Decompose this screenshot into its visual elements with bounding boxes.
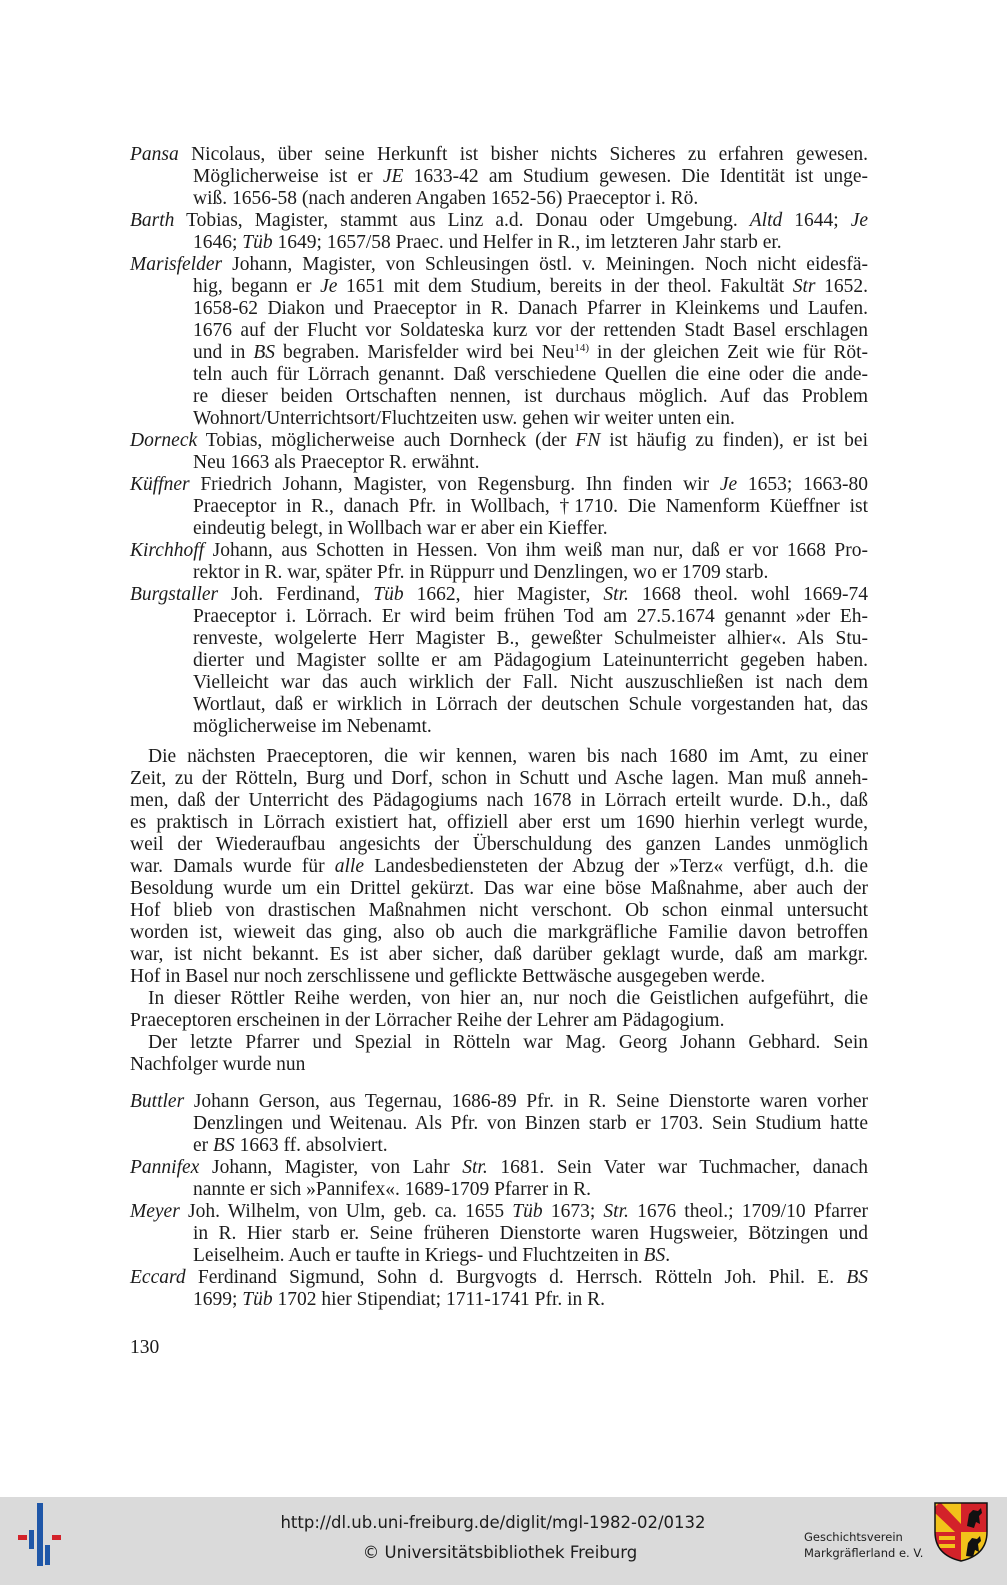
biography-entry [130,1267,868,1311]
text-segment: 1702 hier Stipendiat; 1711-1741 Pfr. in R. [272,1289,606,1310]
text-segment: Tobias, Magister, stammt aus Linz a.d. Donau oder Umgebung. [174,210,750,231]
permalink-url[interactable]: http://dl.ub.uni-freiburg.de/diglit/mgl-1982-02/0132 [280,1513,706,1532]
text-segment: Praeceptoren erscheinen in der Lörracher Reihe der Lehrer am Pädagogium. [130,1010,725,1031]
italic-text: Str. [603,1201,629,1222]
text-segment: Wohnort/Unterrichtsort/Fluchtzeiten usw. gehen wir weiter unten ein. [193,408,735,429]
text-line [130,672,868,694]
text-line [130,1223,868,1245]
text-line [130,1010,868,1032]
text-segment: Die nächsten Praeceptoren, die wir kennen, waren bis nach 1680 im Amt, zu einer [148,746,868,767]
text-segment: Friedrich Johann, Magister, von Regensburg. Ihn finden wir [189,474,720,495]
text-segment: worden ist, wieweit das ging, also ob auch die markgräfliche Familie davon betroffen [130,922,868,943]
entry-name: Kirchhoff [130,540,205,561]
text-segment: Praeceptor in R., danach Pfr. in Wollbach, †1710. Die Namenform Küeffner ist [193,496,868,517]
footnote-reference: 14) [574,342,590,354]
text-line [130,1267,868,1289]
text-segment: Leiselheim. Auch er taufte in Kriegs- und Fluchtzeiten in [193,1245,644,1266]
text-segment: war. Damals wurde für [130,856,335,877]
italic-text: Tüb [242,1289,273,1310]
italic-text: Je [719,474,738,495]
text-line [130,276,868,298]
text-line [130,1032,868,1054]
text-line [130,1113,868,1135]
text-segment: begraben. Marisfelder wird bei Neu [275,342,575,363]
entry-name: Küffner [130,474,190,495]
text-line [130,878,868,900]
text-line [130,628,868,650]
entry-name: Barth [130,210,175,231]
text-segment: 1681. Sein Vater war Tuchmacher, danach [487,1157,868,1178]
text-line [130,1289,868,1311]
text-line [130,650,868,672]
text-line [130,210,868,232]
text-segment: 1658-62 Diakon und Praeceptor in R. Danach Pfarrer in Kleinkems und Laufen. [193,298,868,319]
italic-text: Tüb [512,1201,543,1222]
text-segment: Johann, Magister, von Schleusingen östl. v. Meiningen. Noch nicht eidesfä- [222,254,868,275]
biography-entry [130,254,868,430]
italic-text: Str. [462,1157,488,1178]
biography-entry [130,1201,868,1267]
text-line [130,1054,868,1076]
text-segment: Johann, Magister, von Lahr [199,1157,463,1178]
text-segment: Hof in Basel nur noch zerschlissene und geflickte Bettwäsche ausgegeben werde. [130,966,766,987]
text-segment: Johann, aus Schotten in Hessen. Von ihm weiß man nur, daß er vor 1668 Pro- [204,540,868,561]
italic-text: BS [846,1267,868,1288]
text-segment: 1649; 1657/58 Praec. und Helfer in R., im letzteren Jahr starb er. [272,232,782,253]
text-line [130,474,868,496]
text-line [130,386,868,408]
text-segment: 1651 mit dem Studium, bereits in der theol. Fakultät [337,276,793,297]
text-segment: rektor in R. war, später Pfr. in Rüppurr und Denzlingen, wo er 1709 starb. [193,562,769,583]
text-line [130,988,868,1010]
text-segment: wiß. 1656-58 (nach anderen Angaben 1652-56) Praeceptor i. Rö. [193,188,699,209]
text-segment: renveste, wolgelerte Herr Magister B., geweßter Schulmeister alhier«. Als Stu- [193,628,868,649]
text-segment: Besoldung wurde um ein Drittel gekürzt. Das war eine böse Maßnahme, aber auch der [130,878,868,899]
text-section [130,746,868,1076]
biography-entry [130,584,868,738]
paragraph [130,1032,868,1076]
italic-text: Altd [749,210,783,231]
society-name-line2: Markgräflerland e. V. [804,1546,924,1560]
text-segment: hig, begann er [193,276,321,297]
text-segment: möglicherweise im Nebenamt. [193,716,432,737]
text-segment: 1673; [542,1201,604,1222]
text-line [130,298,868,320]
text-segment: Praeceptor i. Lörrach. Er wird beim frühen Tod am 27.5.1674 genannt »der Eh- [193,606,868,627]
text-line [130,1157,868,1179]
text-segment: 1646; [193,232,243,253]
italic-text: Je [320,276,338,297]
text-segment: Joh. Wilhelm, von Ulm, geb. ca. 1655 [179,1201,513,1222]
biography-entry [130,540,868,584]
text-line [130,452,868,474]
text-segment: Johann Gerson, aus Tegernau, 1686-89 Pfr. in R. Seine Dienstorte waren vorher [184,1091,868,1112]
italic-text: Str [792,276,816,297]
biography-entry [130,474,868,540]
text-line [130,364,868,386]
text-segment: Wortlaut, daß er wirklich in Lörrach der deutschen Schule vorgestanden hat, das [193,694,868,715]
italic-text: Tüb [242,232,273,253]
entry-name: Meyer [130,1201,180,1222]
text-line [130,518,868,540]
coat-of-arms-icon [934,1502,988,1562]
text-segment: 1676 auf der Flucht vor Soldateska kurz vor der rettenden Stadt Basel erschlagen [193,320,868,341]
society-name-line1: Geschichtsverein [804,1530,903,1544]
text-segment: 1676 theol.; 1709/10 Pfarrer [628,1201,868,1222]
copyright-notice: © Universitätsbibliothek Freiburg [362,1543,638,1562]
text-segment: 1644; [782,210,851,231]
text-line [130,746,868,768]
text-segment: Hof blieb von drastischen Maßnahmen nicht verschont. Ob schon einmal untersucht [130,900,868,921]
biography-entry [130,430,868,474]
text-line [130,254,868,276]
entry-name: Buttler [130,1091,185,1112]
text-line [130,694,868,716]
text-line [130,430,868,452]
text-line [130,1179,868,1201]
text-segment: er [193,1135,214,1156]
paragraph [130,988,868,1032]
entry-name: Marisfelder [130,254,223,275]
entry-name: Pannifex [130,1157,200,1178]
text-line [130,966,868,988]
text-line [130,812,868,834]
biography-entry [130,1091,868,1157]
italic-text: alle [334,856,365,877]
text-line [130,1135,868,1157]
italic-text: Tüb [373,584,404,605]
text-segment: Ferdinand Sigmund, Sohn d. Burgvogts d. Herrsch. Rötteln Joh. Phil. E. [185,1267,847,1288]
text-segment: Möglicherweise ist er [193,166,383,187]
text-line [130,856,868,878]
text-segment: Neu 1663 als Praeceptor R. erwähnt. [193,452,480,473]
text-segment: . [665,1245,671,1266]
text-line [130,320,868,342]
text-segment: war, ist nicht bekannt. Es ist aber sicher, daß darüber geklagt wurde, daß am markgr. [130,944,868,965]
footer-bar [0,1497,1007,1585]
text-segment: es praktisch in Lörrach existiert hat, offiziell aber erst um 1690 hierhin verlegt wurde, [130,812,868,833]
text-line [130,944,868,966]
entry-name: Pansa [130,144,179,165]
italic-text: BS [253,342,276,363]
text-segment: Denzlingen und Weitenau. Als Pfr. von Binzen starb er 1703. Sein Studium hatte [193,1113,868,1134]
text-line [130,166,868,188]
text-line [130,716,868,738]
text-segment: re dieser beiden Ortschaften nennen, ist durchaus möglich. Auf das Problem [193,386,868,407]
text-segment: Nachfolger wurde nun [130,1054,306,1075]
text-segment: Zeit, zu der Rötteln, Burg und Dorf, schon in Schutt und Asche lagen. Man muß anneh- [130,768,868,789]
text-segment: 1662, hier Magister, [403,584,604,605]
text-line [130,540,868,562]
text-line [130,834,868,856]
text-segment: Tobias, möglicherweise auch Dornheck (der [197,430,576,451]
biography-entry [130,1157,868,1201]
italic-text: BS [213,1135,235,1156]
text-line [130,496,868,518]
text-line [130,144,868,166]
paragraph [130,746,868,988]
text-segment: in R. Hier starb er. Seine früheren Dienstorte waren Hugsweier, Bötzingen und [193,1223,868,1244]
italic-text: Je [850,210,869,231]
ub-freiburg-logo-icon [0,1497,70,1585]
text-segment: in der gleichen Zeit wie für Röt- [589,342,868,363]
text-line [130,188,868,210]
text-segment: 1699; [193,1289,243,1310]
text-line [130,606,868,628]
text-segment: eindeutig belegt, in Wollbach war er aber ein Kieffer. [193,518,608,539]
text-segment: weil der Wiederaufbau angesichts der Überschuldung des ganzen Landes unmöglich [130,834,868,855]
text-segment: und in [193,342,254,363]
text-segment: 1668 theol. wohl 1669-74 [628,584,869,605]
page-number: 130 [130,1337,160,1358]
text-segment: ist häufig zu finden), er ist bei [600,430,868,451]
text-section [130,144,868,738]
text-segment: men, daß der Unterricht des Pädagogiums nach 1678 in Lörrach erteilt wurde. D.h., daß [130,790,868,811]
entry-name: Eccard [130,1267,186,1288]
text-line [130,900,868,922]
text-line [130,408,868,430]
text-line [130,1245,868,1267]
text-section [130,1091,868,1311]
italic-text: JE [382,166,404,187]
text-line [130,584,868,606]
text-segment: In dieser Röttler Reihe werden, von hier an, nur noch die Geistlichen aufgeführt, die [148,988,868,1009]
italic-text: Str. [603,584,629,605]
text-line [130,922,868,944]
text-line [130,1091,868,1113]
text-line [130,562,868,584]
text-segment: Vielleicht war das auch wirklich der Fall. Nicht auszuschließen ist nach dem [193,672,868,693]
text-segment: Der letzte Pfarrer und Spezial in Rötteln war Mag. Georg Johann Gebhard. Sein [148,1032,868,1053]
text-segment: Joh. Ferdinand, [218,584,374,605]
biography-entry [130,210,868,254]
text-segment: 1652. [815,276,868,297]
text-line [130,342,868,364]
text-segment: 1653; 1663-80 [737,474,868,495]
text-segment: Nicolaus, über seine Herkunft ist bisher nichts Sicheres zu erfahren gewesen. [178,144,868,165]
entry-name: Burgstaller [130,584,219,605]
biography-entry [130,144,868,210]
text-line [130,1201,868,1223]
entry-name: Dorneck [130,430,198,451]
text-segment: teln auch für Lörrach genannt. Daß verschiedene Quellen die eine oder die ande- [193,364,868,385]
italic-text: BS [643,1245,666,1266]
italic-text: FN [575,430,601,451]
text-segment: 1663 ff. absolviert. [234,1135,388,1156]
text-line [130,790,868,812]
document-body [130,144,868,1311]
text-line [130,768,868,790]
text-line [130,232,868,254]
text-segment: 1633-42 am Studium gewesen. Die Identität ist unge- [403,166,868,187]
text-segment: nannte er sich »Pannifex«. 1689-1709 Pfarrer in R. [193,1179,592,1200]
text-segment: Landesbediensteten der Abzug der »Terz« verfügt, d.h. die [364,856,868,877]
text-segment: dierter und Magister sollte er am Pädagogium Lateinunterricht gegeben haben. [193,650,868,671]
